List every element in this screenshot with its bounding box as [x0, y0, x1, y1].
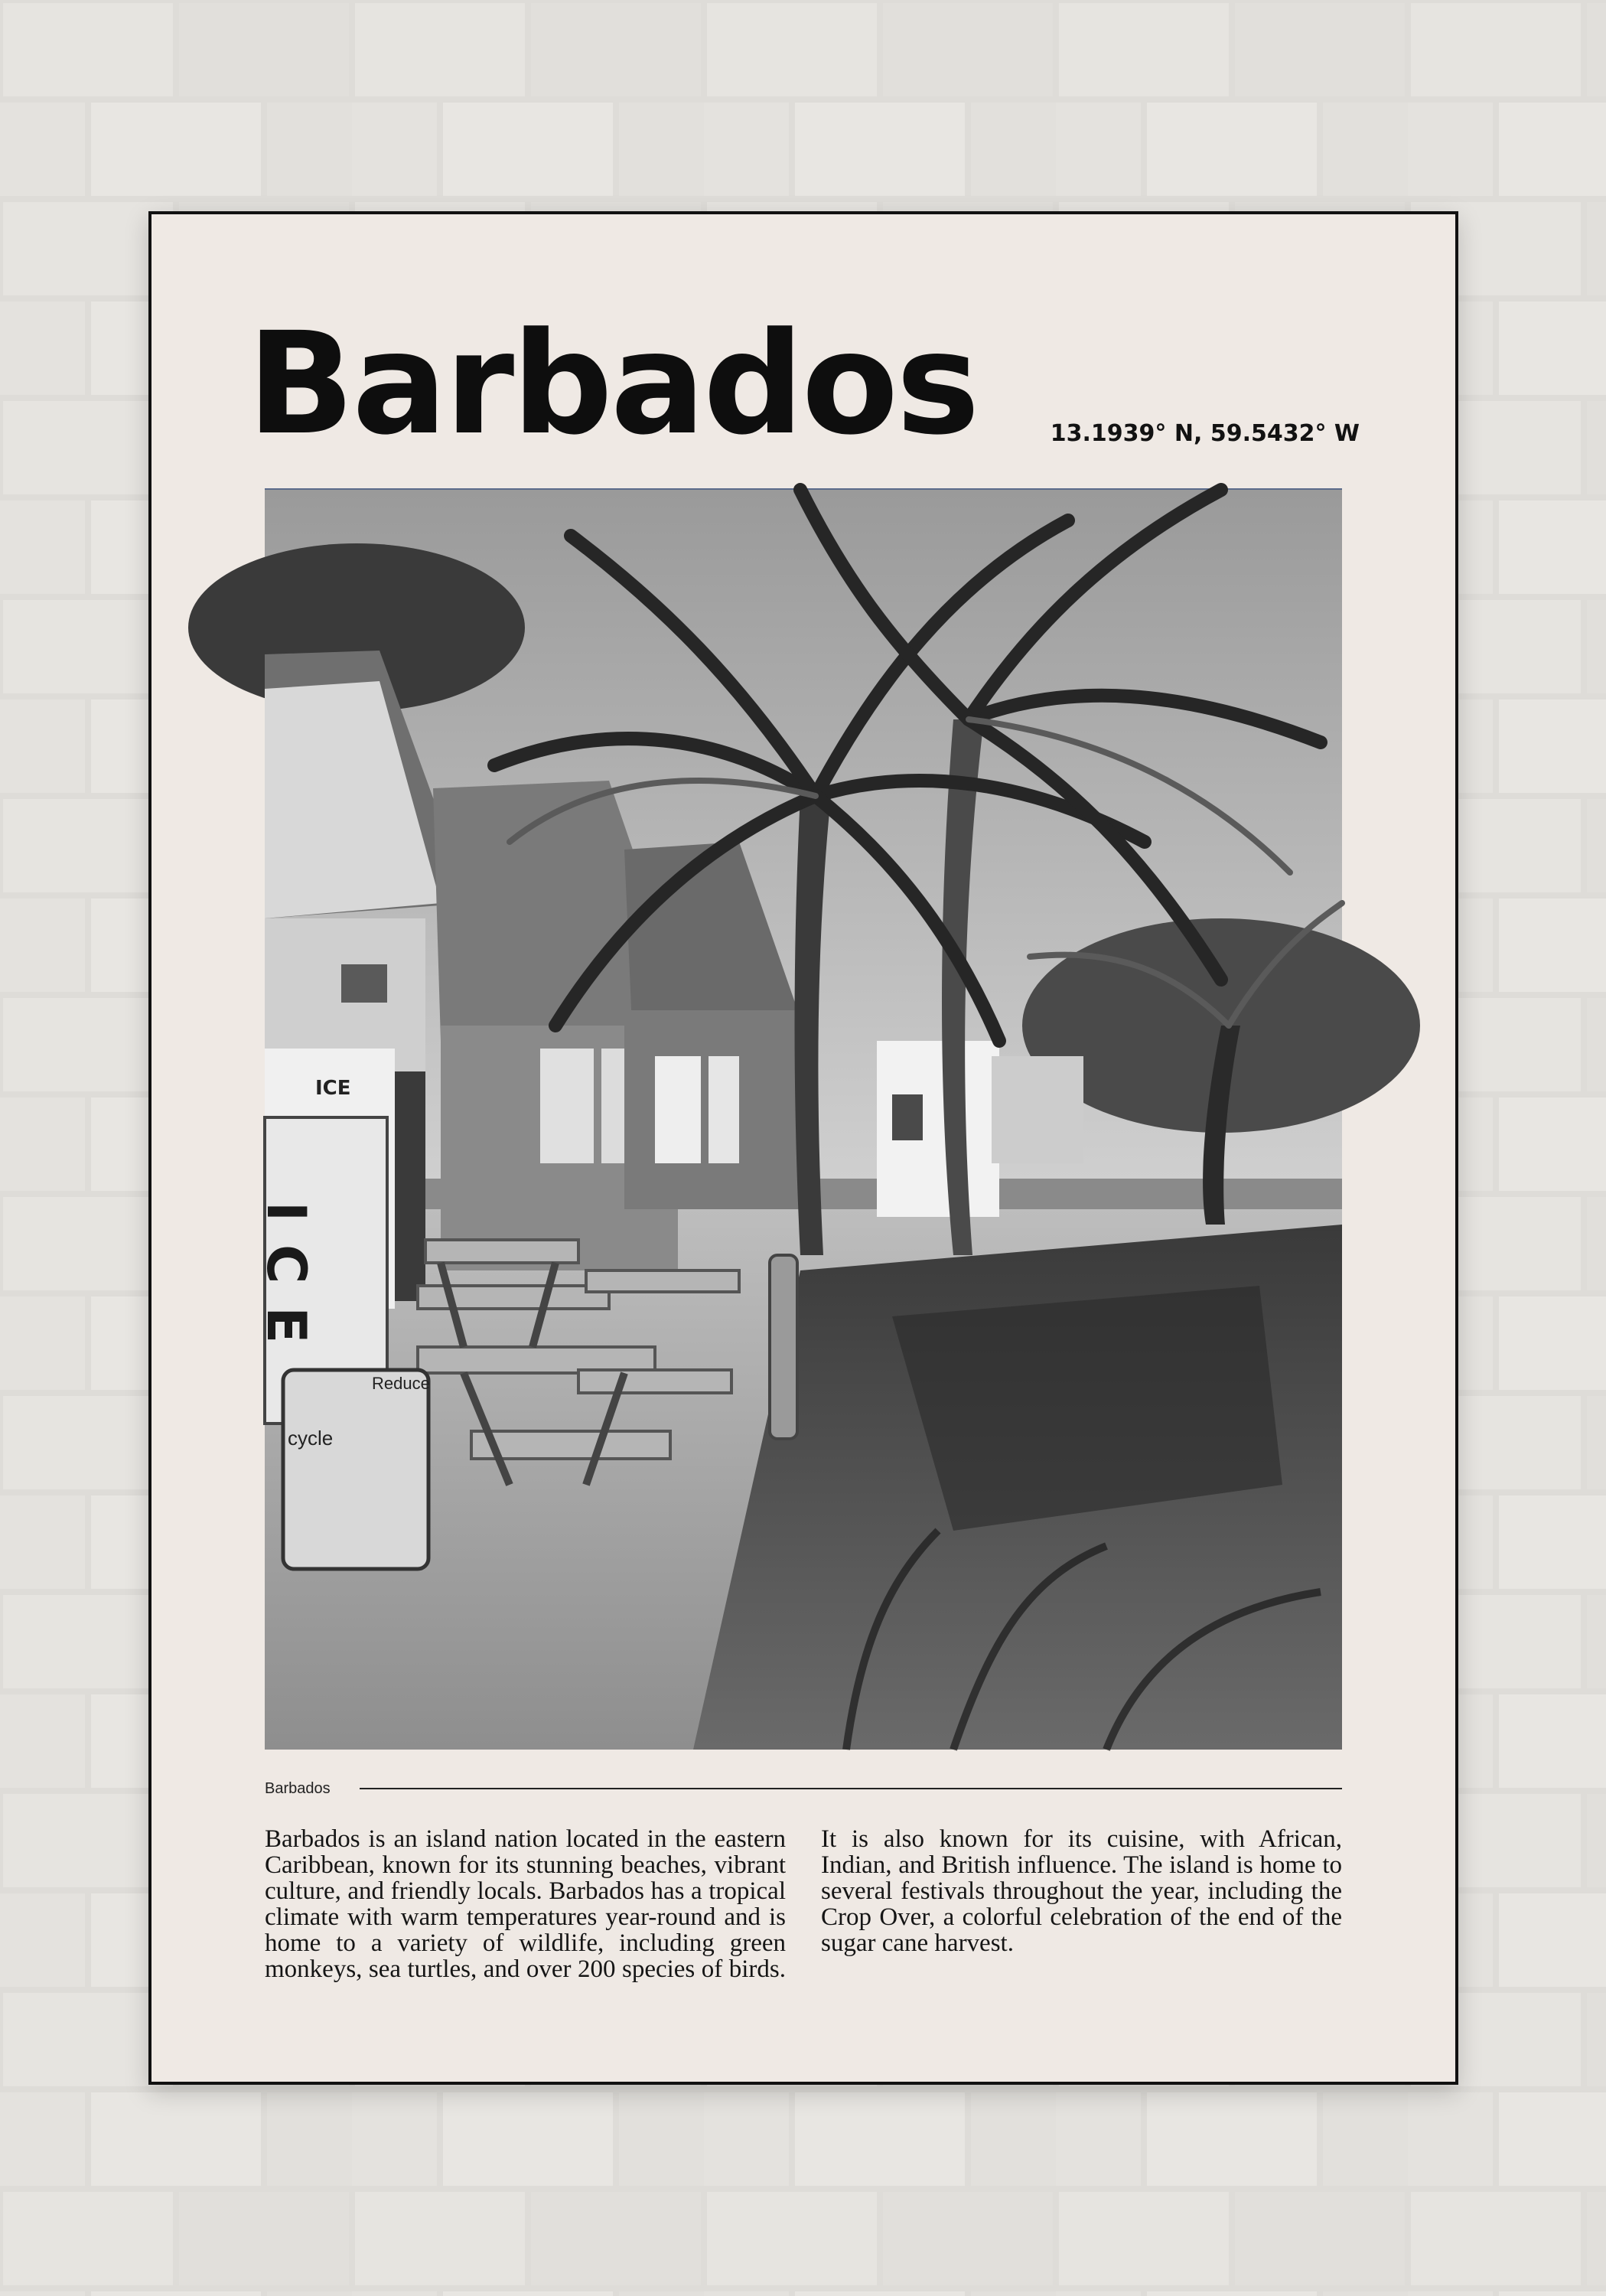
- caption-divider: [360, 1788, 1342, 1789]
- beach-huts-photo: [255, 488, 1342, 1750]
- photo-caption: Barbados: [265, 1780, 331, 1797]
- travel-poster: [148, 211, 1458, 2085]
- bin-label-cycle: cycle: [288, 1427, 334, 1450]
- coordinates-label: 13.1939° N, 59.5432° W: [1050, 420, 1360, 447]
- photo-caption-row: [265, 1779, 1342, 1799]
- ice-sign-small: ICE: [315, 1077, 351, 1100]
- poster-title: Barbados: [247, 302, 978, 466]
- description-text: Barbados is an island nation located in the eastern Caribbean, known for its stunning beaches, vibrant culture, and friendly locals. Barbados has a tropical climate with warm temperatures year-round and is home to a variety of wildlife, including green monkeys, sea turtles, and over 200 species of birds. It is also known for its cuisine, with African, Indian, and British influence. The island is home to several festivals throughout the year, including the Crop Over, a colorful celebration of the end of the sugar cane harvest.: [265, 1825, 1342, 1983]
- bin-label-reduce: Reduce: [372, 1374, 430, 1393]
- ice-sign-vertical: ICE: [255, 1202, 318, 1367]
